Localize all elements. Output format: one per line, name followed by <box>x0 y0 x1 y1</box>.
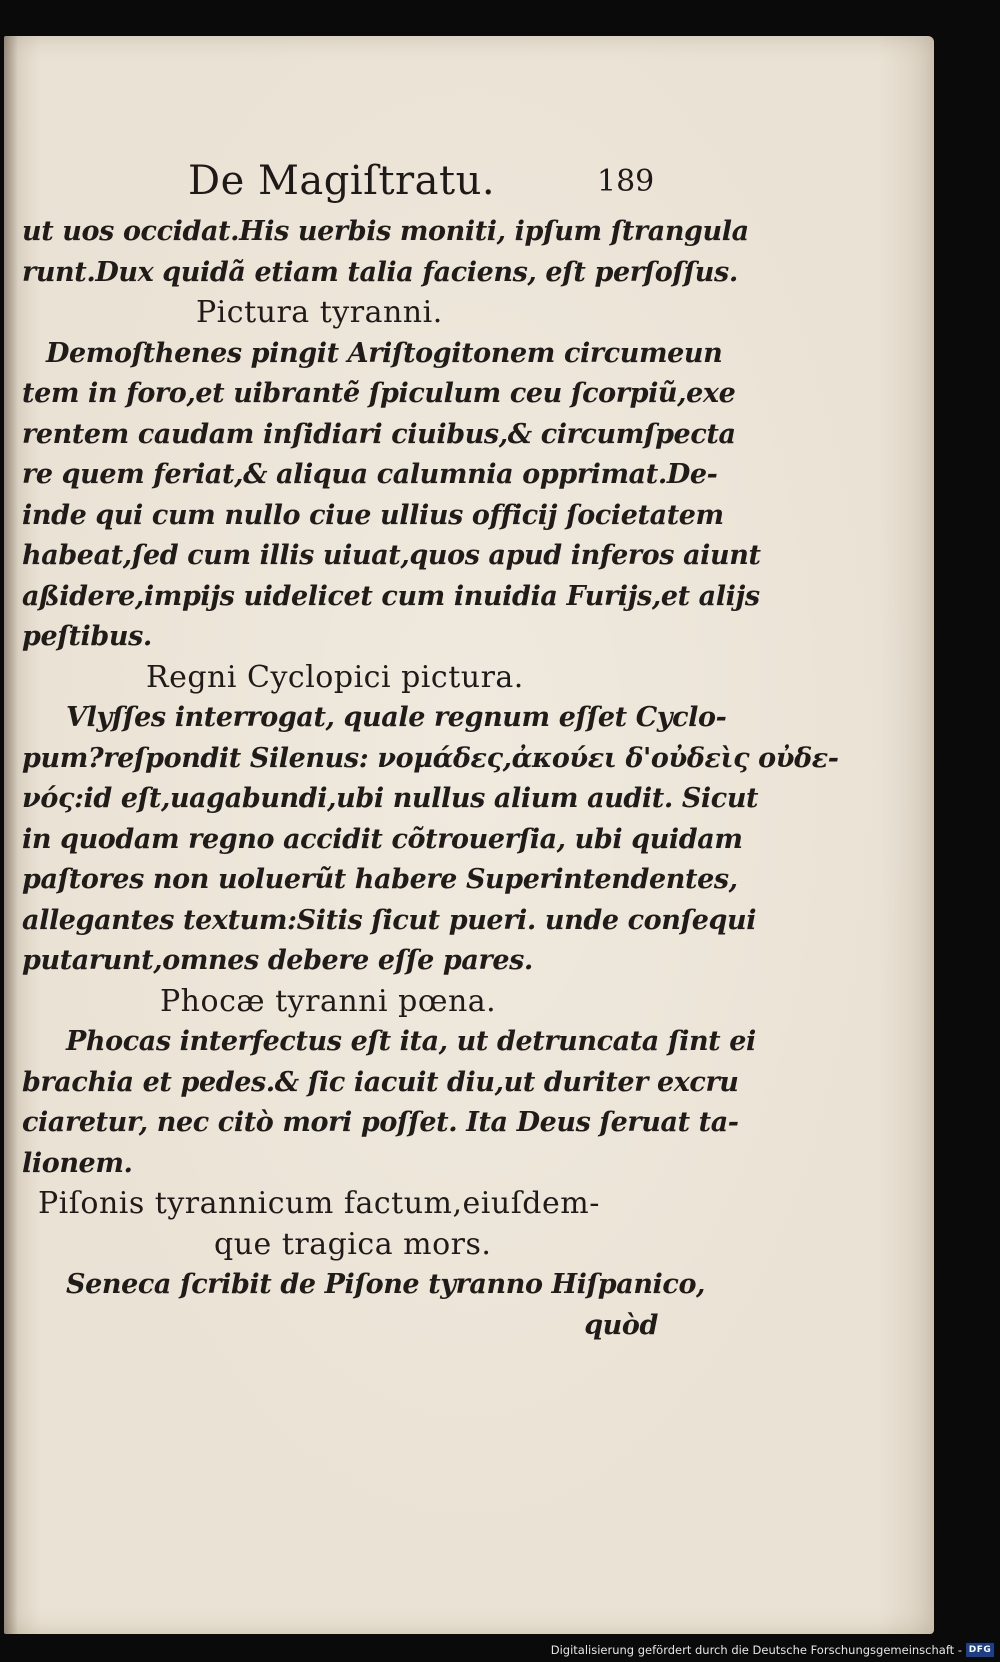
text-line: ciaretur, nec citò mori poſſet. Ita Deus ſeruat ta- <box>22 1107 739 1138</box>
text-line: brachia et pedes.& ſic iacuit diu,ut duriter excru <box>22 1066 739 1098</box>
section-heading: Pictura tyranni. <box>196 295 443 330</box>
text-line: Seneca ſcribit de Piſone tyranno Hiſpanico, <box>66 1269 706 1300</box>
text-line: habeat,ſed cum illis uiuat,quos apud inferos aiunt <box>22 540 761 571</box>
text-line: tem in foro,et uibrantẽ ſpiculum ceu ſcorpiũ,exe <box>22 378 736 409</box>
book-page <box>4 36 934 1634</box>
funding-credit: Digitalisierung gefördert durch die Deutsche Forschungsgemeinschaft - <box>550 1643 962 1657</box>
dfg-logo: DFG <box>966 1643 994 1657</box>
spine-shadow <box>4 36 18 1634</box>
catchword: quòd <box>584 1309 658 1341</box>
text-line: inde qui cum nullo ciue ullius officij ſocietatem <box>22 499 724 531</box>
text-line: rentem caudam inſidiari ciuibus,& circumſpecta <box>22 418 736 450</box>
text-line: peſtibus. <box>22 621 152 652</box>
text-line: paſtores non uoluerũt habere Superintendentes, <box>22 864 738 895</box>
text-line: re quem feriat,& aliqua calumnia opprimat.De- <box>22 459 718 490</box>
section-heading: que tragica mors. <box>214 1226 492 1262</box>
text-line: Phocas interfectus eſt ita, ut detruncata ſint ei <box>66 1026 756 1057</box>
text-line: aßidere,impijs uidelicet cum inuidia Furijs,et alijs <box>22 580 760 612</box>
footer-bar <box>0 1640 1000 1662</box>
section-heading: Regni Cyclopici pictura. <box>146 659 524 695</box>
text-line: ut uos occidat.His uerbis moniti, ipſum ſtrangula <box>22 216 749 247</box>
text-line: Demoſthenes pingit Ariſtogitonem circumeun <box>46 337 723 369</box>
text-line: putarunt,omnes debere eſſe pares. <box>22 945 533 976</box>
section-heading: Piſonis tyrannicum factum,eiuſdem- <box>38 1186 600 1221</box>
text-line: runt.Dux quidã etiam talia faciens, eſt perſoſſus. <box>22 256 738 288</box>
text-line: allegantes textum:Sitis ſicut pueri. unde conſequi <box>22 904 757 936</box>
section-heading: Phocæ tyranni pœna. <box>160 983 497 1019</box>
text-block <box>22 212 839 1346</box>
text-line: Vlyſſes interrogat, quale regnum eſſet Cyclo- <box>66 702 727 733</box>
text-line: lionem. <box>22 1147 133 1179</box>
running-head <box>4 158 934 214</box>
page-number: 189 <box>597 164 655 199</box>
text-line: pum?reſpondit Silenus: νομάδες,ἀκούει δ'οὐδεὶς οὐδε- <box>22 742 839 774</box>
running-head-title: De Magiſtratu. <box>188 158 496 204</box>
text-line: νός:id eſt,uagabundi,ubi nullus alium audit. Sicut <box>22 783 759 814</box>
text-line: in quodam regno accidit cõtrouerſia, ubi quidam <box>22 823 743 855</box>
